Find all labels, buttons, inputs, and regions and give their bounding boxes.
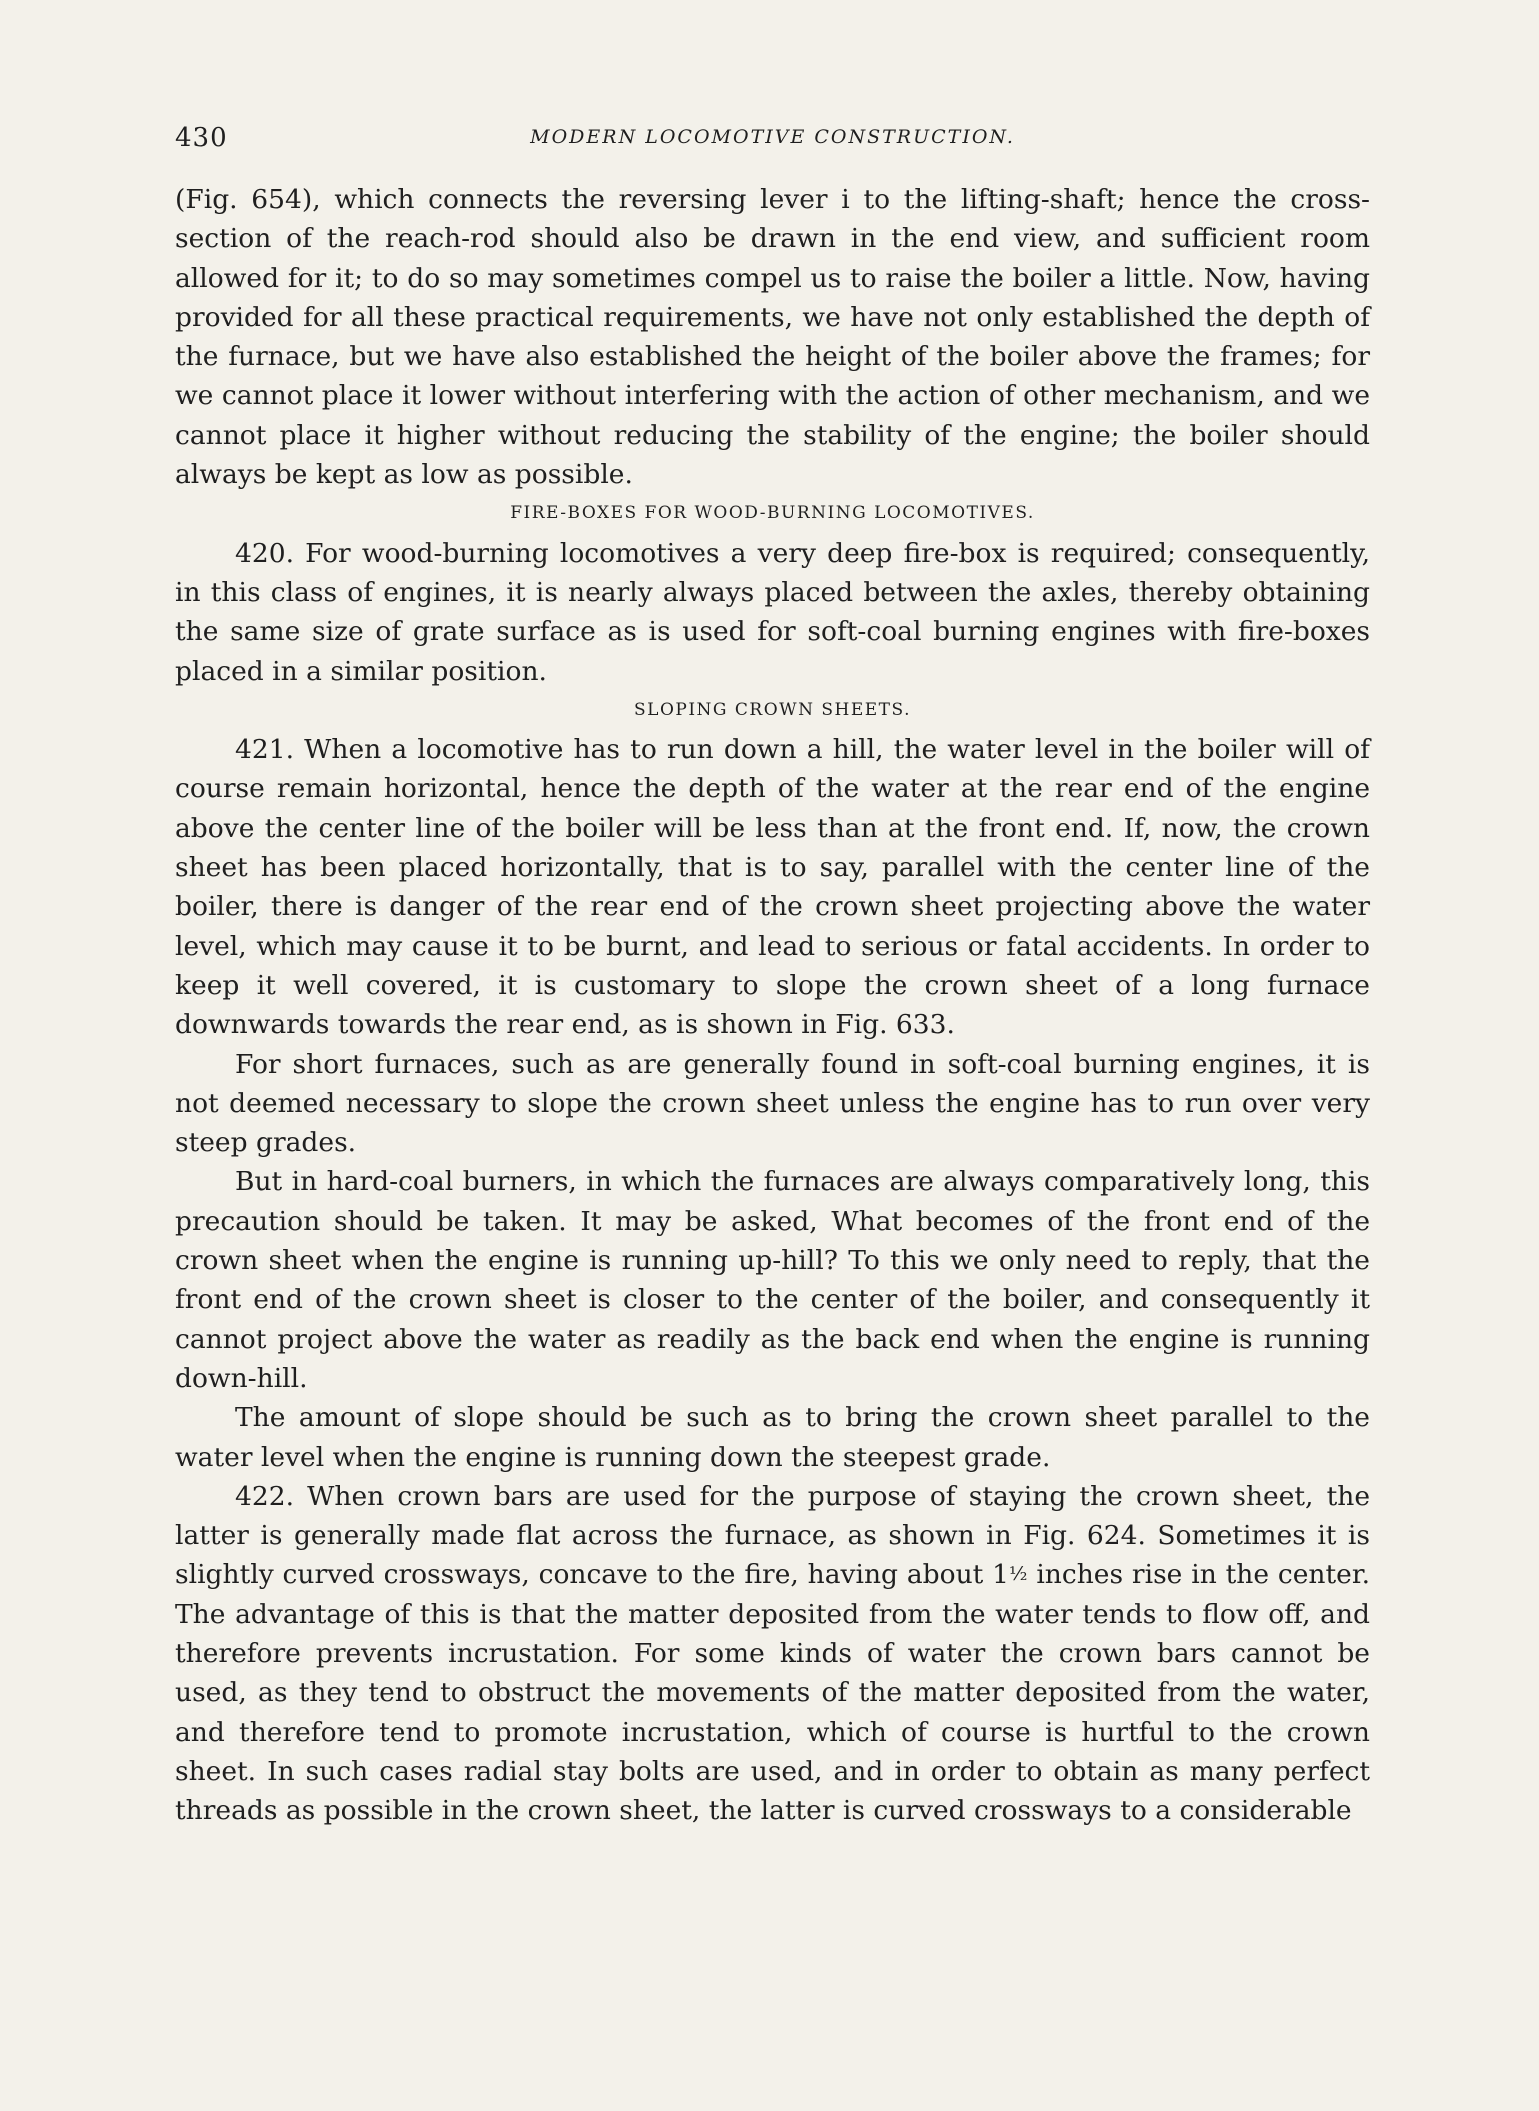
paragraph-short-furnaces: For short furnaces, such as are generally found in soft-coal burning engines, it is not deemed necessary to slope the crown sheet unless the engine has to run over very steep grades. <box>175 1048 1370 1159</box>
page-number: 430 <box>175 123 228 153</box>
running-head <box>175 123 1370 155</box>
paragraph-amount-of-slope: The amount of slope should be such as to bring the crown sheet parallel to the water level when the engine is running down the steepest grade. <box>175 1402 1370 1473</box>
running-title: MODERN LOCOMOTIVE CONSTRUCTION. <box>530 126 1015 148</box>
paragraph-hard-coal-burners: But in hard-coal burners, in which the furnaces are always comparatively long, this precaution should be taken. It may be asked, What becomes of the front end of the crown sheet when the engine is running up-hill? To this we only need to reply, that the front end of the crown sheet is closer to the center of the boiler, and consequently it cannot project above the water as readily as the back end when the engine is running down-hill. <box>175 1166 1370 1394</box>
paragraph-422 <box>175 1477 1370 1831</box>
paragraph-421: 421. When a locomotive has to run down a hill, the water level in the boiler will of course remain horizontal, hence the depth of the water at the rear end of the engine above the center line of the boiler will be less than at the front end. If, now, the crown sheet has been placed horizontally, that is to say, parallel with the center line of the boiler, there is danger of the rear end of the crown sheet projecting above the water level, which may cause it to be burnt, and lead to serious or fatal accidents. In order to keep it well covered, it is customary to slope the crown sheet of a long furnace downwards towards the rear end, as is shown in Fig. 633. <box>175 734 1370 1041</box>
section-heading-sloping-crown-sheets: SLOPING CROWN SHEETS. <box>634 699 911 720</box>
paragraph-422-part-1: 422. When crown bars are used for the purpose of staying the crown sheet, the latter is generally made flat across the furnace, as shown in Fig. 624. Sometimes it is slightly curved crossways, concave to the fire, having about 1 <box>175 1480 1370 1591</box>
body-text <box>175 180 1370 1830</box>
fraction-one-half: ½ <box>1009 1563 1028 1586</box>
paragraph-420: 420. For wood-burning locomotives a very deep fire-box is required; consequently, in this class of engines, it is nearly always placed between the axles, thereby obtaining the same size of grate surface as is used for soft-coal burning engines with fire-boxes placed in a similar position. <box>175 537 1370 687</box>
paragraph-continued: (Fig. 654), which connects the reversing lever i to the lifting-shaft; hence the cross-section of the reach-rod should also be drawn in the end view, and sufficient room allowed for it; to do so may sometimes compel us to raise the boiler a little. Now, having provided for all these practical requirements, we have not only established the depth of the furnace, but we have also established the height of the boiler above the frames; for we cannot place it lower without interfering with the action of other mechanism, and we cannot place it higher without reducing the stability of the engine; the boiler should always be kept as low as possible. <box>175 184 1370 491</box>
paragraph-422-part-2: inches rise in the center. The advantage of this is that the matter deposited from the water tends to flow off, and therefore prevents incrustation. For some kinds of water the crown bars cannot be used, as they tend to obstruct the movements of the matter deposited from the water, and therefore tend to promote incrustation, which of course is hurtful to the crown sheet. In such cases radial stay bolts are used, and in order to obtain as many perfect threads as possible in the crown sheet, the latter is curved crossways to a considerable <box>175 1559 1370 1827</box>
section-heading-fire-boxes: FIRE-BOXES FOR WOOD-BURNING LOCOMOTIVES. <box>510 503 1035 524</box>
